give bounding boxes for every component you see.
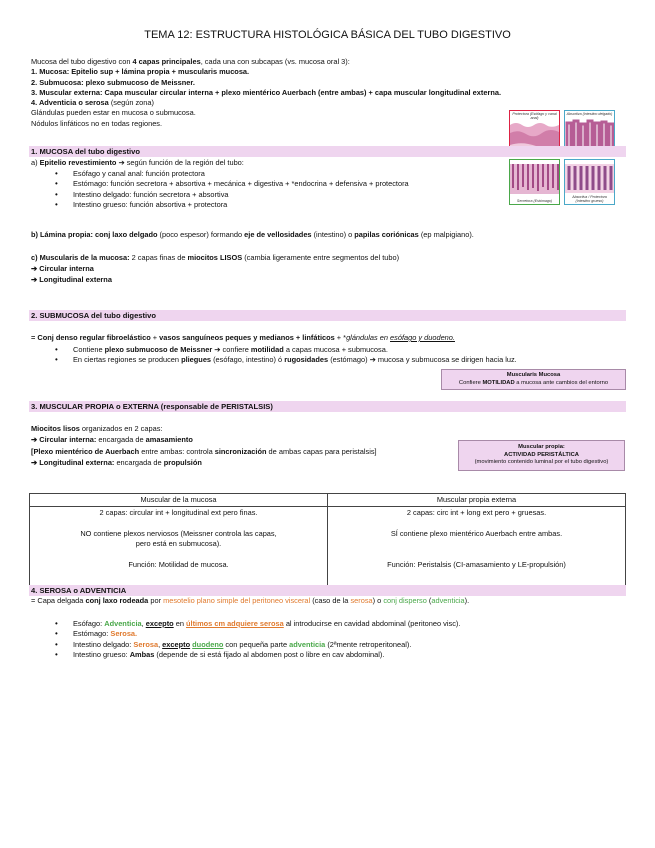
table-header: Muscular de la mucosa	[30, 494, 328, 507]
section-1-header: 1. MUCOSA del tubo digestivo	[29, 146, 626, 157]
histology-figure	[509, 110, 615, 205]
arrow-icon: ➔	[31, 435, 40, 444]
list-item: • Esófago y canal anal: función protectora	[51, 169, 409, 179]
comparison-table	[29, 493, 626, 587]
s2-definition-line: = Conj denso regular fibroelástico + vasos sanguíneos peques y medianos + linfáticos + *glándulas en esófago y duodeno.	[31, 333, 455, 342]
list-item: • Intestino grueso: función absortiva + protectora	[51, 200, 409, 210]
s3-line-4: ➔ Longitudinal externa: encargada de propulsión	[31, 458, 202, 467]
muscularis-mucosa-note: Muscularis Mucosa Confiere MOTILIDAD a mucosa ante cambios del entorno	[441, 369, 626, 390]
s2-list	[51, 345, 517, 366]
s4-definition-line: = Capa delgada conj laxo rodeada por mesotelio plano simple del peritoneo visceral (caso de la serosa) o conj disperso (adventicia).	[31, 596, 470, 605]
list-item: • Intestino delgado: Serosa, excepto duodeno con pequeña parte adventicia (2ªmente retroperitoneal).	[51, 640, 460, 650]
section-3-header: 3. MUSCULAR PROPIA o EXTERNA (responsable de PERISTALSIS)	[29, 401, 626, 412]
table-row	[30, 507, 626, 587]
histology-panel-absorptive-small: Absortiva (Intestino delgado)	[564, 110, 615, 156]
list-item: • Estómago: Serosa.	[51, 629, 460, 639]
s1-lamina-propria-line: b) Lámina propia: conj laxo delgado (poco espesor) formando eje de vellosidades (intestino) o papilas coriónicas (ep malpigiano).	[31, 230, 474, 239]
s1-arrow-longitudinal: ➔ Longitudinal externa	[31, 275, 112, 284]
arrow-icon: ➔	[31, 458, 40, 467]
intro-line-7: Nódulos linfáticos no en todas regiones.	[31, 118, 163, 128]
intro-line-4: 3. Muscular externa: Capa muscular circular interna + plexo mientérico Auerbach (entre ambas) + capa muscular longitudinal externa.	[31, 87, 502, 97]
muscular-propia-note: Muscular propia: ACTIVIDAD PERISTÁLTICA (movimiento contenido luminal por el tubo digestivo)	[458, 440, 625, 471]
section-2-header: 2. SUBMUCOSA del tubo digestivo	[29, 310, 626, 321]
histology-panel-large: Absortiva / Protectora (Intestino grueso)	[564, 159, 615, 205]
list-item: • Contiene plexo submucoso de Meissner ➔ confiere motilidad a capas mucosa + submucosa.	[51, 345, 517, 355]
list-item: • Intestino delgado: función secretora + absortiva	[51, 190, 409, 200]
intro-line-5: 4. Adventicia o serosa (según zona)	[31, 98, 154, 108]
list-item: • Esófago: Adventicia, excepto en últimos cm adquiere serosa al introducirse en cavidad abdominal (peritoneo visc).	[51, 619, 460, 629]
arrow-icon: ➔	[116, 158, 125, 167]
arrow-icon: ➔	[31, 275, 40, 284]
page-title: TEMA 12: ESTRUCTURA HISTOLÓGICA BÁSICA DEL TUBO DIGESTIVO	[144, 29, 511, 41]
histology-panel-secretory: Secretora (Estómago)	[509, 159, 560, 205]
intro-line-3: 2. Submucosa: plexo submucoso de Meissner.	[31, 77, 195, 87]
intro	[31, 57, 501, 129]
histology-panel-protective: Protectora (Esófago y canal anal)	[509, 110, 560, 156]
intro-line-2: 1. Mucosa: Epitelio sup + lámina propia + muscularis mucosa.	[31, 67, 250, 77]
s3-line-3: [Plexo mientérico de Auerbach entre ambas: controla sincronización de ambas capas para peristalsis]	[31, 447, 377, 456]
intro-line-1: Mucosa del tubo digestivo con 4 capas principales, cada una con subcapas (vs. mucosa oral 3):	[31, 57, 350, 66]
s3-line-1: Miocitos lisos organizados en 2 capas:	[31, 424, 163, 433]
s1-function-list	[51, 169, 409, 210]
list-item: • Intestino grueso: Ambas (depende de si está fijado al abdomen post o libre en cav abdominal).	[51, 650, 460, 660]
section-4-header: 4. SEROSA o ADVENTICIA	[29, 585, 626, 596]
s1-muscularis-line: c) Muscularis de la mucosa: 2 capas finas de miocitos LISOS (cambia ligeramente entre segmentos del tubo)	[31, 253, 400, 262]
table-cell-muscularis-mucosa: 2 capas: circular int + longitudinal ext pero finas. NO contiene plexos nerviosos (Meissner controla las capas, pero está en submucosa). Función: Motilidad de mucosa.	[30, 507, 328, 587]
arrow-icon: ➔	[367, 355, 376, 365]
list-item: • En ciertas regiones se producen pliegues (esófago, intestino) ó rugosidades (estómago) ➔ mucosa y submucosa se dirigen hacia luz.	[51, 355, 517, 365]
table-header: Muscular propia externa	[328, 494, 626, 507]
table-cell-muscular-propia: 2 capas: circ int + long ext pero + gruesas. SÍ contiene plexo mientérico Auerbach entre ambas. Función: Peristalsis (CI-amasamiento y LE-propulsión)	[328, 507, 626, 587]
s4-list	[51, 619, 460, 660]
arrow-icon: ➔	[212, 345, 221, 354]
s1-epithelium-line: a) Epitelio revestimiento ➔ según función de la región del tubo:	[31, 158, 244, 167]
table-header-row	[30, 494, 626, 507]
s1-arrow-circular: ➔ Circular interna	[31, 264, 94, 273]
intro-line-6: Glándulas pueden estar en mucosa o submucosa.	[31, 108, 196, 118]
arrow-icon: ➔	[31, 264, 40, 273]
list-item: • Estómago: función secretora + absortiva + mecánica + digestiva + *endocrina + defensiva + protectora	[51, 179, 409, 189]
s3-line-2: ➔ Circular interna: encargada de amasamiento	[31, 435, 193, 444]
